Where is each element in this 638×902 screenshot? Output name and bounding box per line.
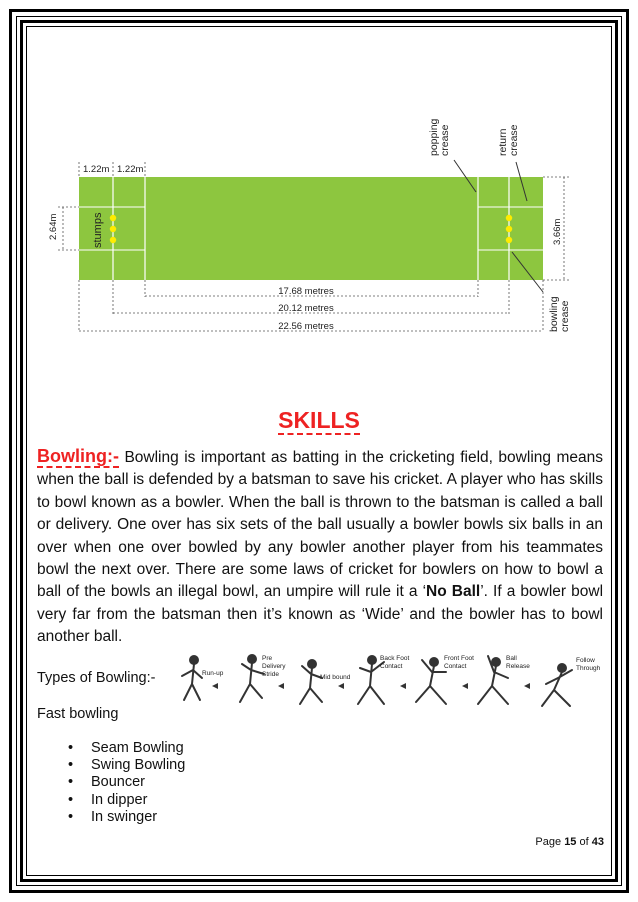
seq-label-delivery: Delivery: [262, 663, 286, 670]
width-right-label: 3.66m: [552, 218, 563, 245]
stump-right-2: [506, 226, 512, 232]
seq-label-mid-bound: Mid bound: [320, 674, 351, 681]
list-item: • Swing Bowling: [68, 757, 186, 774]
dim-left-2-label: 1.22m: [117, 164, 144, 175]
popping-crease-line-2: crease: [439, 124, 451, 156]
width-left-label: 2.64m: [48, 213, 59, 240]
bullet-icon: •: [68, 808, 74, 825]
fast-bowling-types-list: [66, 740, 185, 826]
list-item: • Seam Bowling: [68, 740, 184, 756]
bowling-text-1: Bowling is important as batting in the cricketing field, bowling means when the ball is defended by a batsman to save his cricket. A player who has skills to bowl known as a bowler. When the ball is thrown to the batsman is called a ball or delivery. One over has six sets of the ball usually a bowler bowls six balls in an over when one over bowled by any bowler another player from his teammates bowl the next over. There are some laws of cricket for bowlers on how to bowl a ball of the bowls an illegal bowl, an umpire will rule it a ‘: [37, 449, 603, 601]
bowling-crease-line-1: bowling: [548, 296, 560, 332]
seq-label-run-up: Run-up: [202, 670, 224, 677]
bowling-action-sequence: [172, 650, 608, 722]
seq-label-through: Through: [576, 665, 601, 672]
seq-label-front-foot: Front Foot: [444, 655, 474, 662]
stumps-label: stumps: [92, 212, 104, 248]
figure-follow-through: [542, 664, 572, 706]
pitch-area: [79, 177, 543, 280]
bowling-paragraph: [37, 445, 603, 649]
types-of-bowling-label: Types of Bowling:-: [37, 670, 156, 686]
seq-label-back-foot: Back Foot: [380, 655, 410, 662]
bullet-icon: •: [68, 774, 74, 791]
list-item: • Bouncer: [68, 774, 146, 791]
popping-crease-line-1: popping: [428, 118, 440, 156]
seq-label-release: Release: [506, 663, 530, 670]
figure-run-up: [182, 656, 202, 700]
list-item: • In dipper: [68, 791, 148, 808]
bowling-heading: Bowling:-: [37, 446, 119, 466]
no-ball-term: No Ball: [426, 583, 481, 601]
stump-right-3: [506, 237, 512, 243]
fast-bowling-label: Fast bowling: [37, 706, 119, 722]
seq-label-follow: Follow: [576, 657, 595, 664]
page-number: Page 15 of 43: [535, 836, 604, 848]
seq-label-back-contact: Contact: [380, 663, 403, 670]
bowling-crease-label: [548, 293, 571, 332]
length-1-label: 17.68 metres: [278, 286, 334, 297]
figure-pre-delivery: [240, 655, 264, 702]
popping-crease-label: [428, 116, 451, 156]
section-title: SKILLS: [278, 407, 360, 433]
figure-front-foot: [416, 658, 446, 704]
dim-left-1-label: 1.22m: [83, 164, 110, 175]
bowling-crease-line-2: crease: [559, 300, 571, 332]
bullet-icon: •: [68, 740, 74, 756]
bullet-icon: •: [68, 757, 74, 774]
stump-left-3: [110, 237, 116, 243]
return-crease-line-1: return: [497, 128, 509, 156]
list-item: • In swinger: [68, 808, 158, 825]
stump-right-1: [506, 215, 512, 221]
seq-label-front-contact: Contact: [444, 663, 467, 670]
bowling-text-2: ’. If a bowler bowl very far from the batsman then it’s known as ‘Wide’ and the bowler has to bowl another ball.: [37, 583, 604, 646]
length-3-label: 22.56 metres: [278, 321, 334, 332]
figure-mid-bound: [300, 660, 322, 704]
return-crease-label: [497, 124, 520, 156]
section-heading: [0, 407, 638, 433]
stump-left-2: [110, 226, 116, 232]
seq-label-stride: Stride: [262, 671, 279, 678]
figure-release: [478, 656, 508, 704]
cricket-pitch-diagram: [46, 100, 594, 350]
return-crease-line-2: crease: [508, 124, 520, 156]
stump-left-1: [110, 215, 116, 221]
bullet-icon: •: [68, 791, 74, 808]
seq-label-ball: Ball: [506, 655, 517, 662]
length-2-label: 20.12 metres: [278, 303, 334, 314]
seq-label-pre: Pre: [262, 655, 273, 662]
